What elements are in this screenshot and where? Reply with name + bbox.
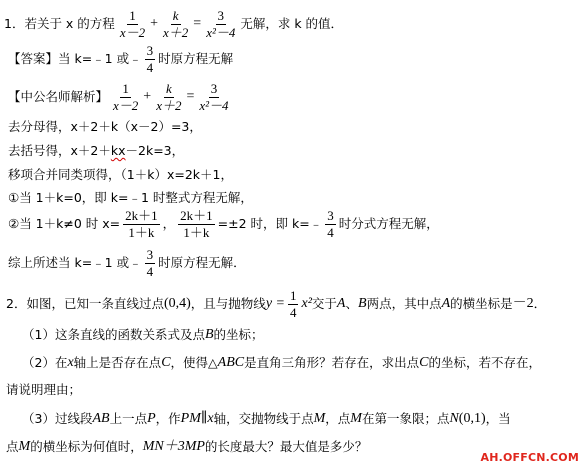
analysis-step2: 去括号得，x＋2＋ kx －2k=3， xyxy=(8,143,185,158)
fraction: $\frac{3}{4}$ xyxy=(146,246,154,279)
problem2-q2-line2: 请说明理由； xyxy=(6,382,82,397)
answer-line: 【答案】当 k=﹣1 或﹣ $\frac{3}{4}$ 时原方程无解 xyxy=(8,42,234,75)
fraction: $\frac{3}{\text{x²－4}}$ xyxy=(199,80,229,113)
analysis-case2: ②当 1＋k≠0 时 x= $\frac{2k+1}{1+k}$ ， $\frac{2k+1}{1+k}$ =±2 时，即 k=﹣ $\frac{3}{4}$ 时分式方程无解， xyxy=(8,207,439,240)
fraction: $\frac{3}{4}$ xyxy=(327,207,334,240)
fraction: $\frac{3}{4}$ xyxy=(146,42,154,75)
fraction: $\frac{1}{x-2}$ xyxy=(113,80,139,113)
fraction: $\frac{k}{x+2}$ xyxy=(163,7,189,40)
analysis-header: 【中公名师解析】 $\frac{1}{x-2}$ + $\frac{k}{x+2}$ = $\frac{3}{\text{x²－4}}$ xyxy=(8,80,229,113)
problem2-q1: （1）这条直线的函数关系式及点 B 的坐标； xyxy=(22,326,264,342)
problem1-suffix: 无解，求 k 的值． xyxy=(240,15,344,31)
fraction: $\frac{1}{x-2}$ xyxy=(119,7,146,40)
problem2-statement: 2．如图，已知一条直线过点 (0,4) ，且与抛物线 y = $\frac{1}{4}$ x² 交于 A 、 B 两点，其中点 A 的横坐标是 －2 ． xyxy=(6,287,547,320)
watermark: AH.OFFCN.COM xyxy=(480,451,579,464)
fraction: $\frac{k}{x+2}$ xyxy=(156,80,182,113)
fraction: $\frac{3}{\text{x²－4}}$ xyxy=(206,7,236,40)
analysis-step1: 去分母得，x＋2＋k（x－2）=3， xyxy=(8,119,202,134)
problem1-prefix: 1．若关于 x 的方程 xyxy=(4,15,115,31)
fraction: $\frac{2k+1}{1+k}$ xyxy=(125,207,158,240)
analysis-step3: 移项合并同类项得，（1＋k）x=2k＋1， xyxy=(8,167,233,182)
problem1-statement: 1．若关于 x 的方程 $\frac{1}{x-2}$ + $\frac{k}{x+2}$ = $\frac{3}{\text{x²－4}}$ 无解，求 k 的值． xyxy=(4,7,344,40)
problem2-q2: （2）在 x 轴上是否存在点 C ，使得△ ABC 是直角三角形？若存在，求出点 C 的坐标，若不存在， xyxy=(22,354,541,370)
fraction: $\frac{2k+1}{1+k}$ xyxy=(180,207,213,240)
analysis-summary: 综上所述当 k=﹣1 或 ﹣ $\frac{3}{4}$ 时原方程无解． xyxy=(8,246,246,279)
analysis-case1: ①当 1＋k=0，即 k=﹣1 时整式方程无解， xyxy=(8,190,253,205)
problem2-q3-line2: 点 M 的横坐标为何值时， MN＋3MP 的长度最大？最大值是多少？ xyxy=(6,438,368,454)
problem2-q3: （3）过线段 AB 上一点 P ，作 PM ∥ x 轴，交抛物线于点 M ，点 M 在第一象限；点 N (0,1) ，当 xyxy=(22,410,511,426)
fraction: $\frac{1}{4}$ xyxy=(289,287,297,320)
